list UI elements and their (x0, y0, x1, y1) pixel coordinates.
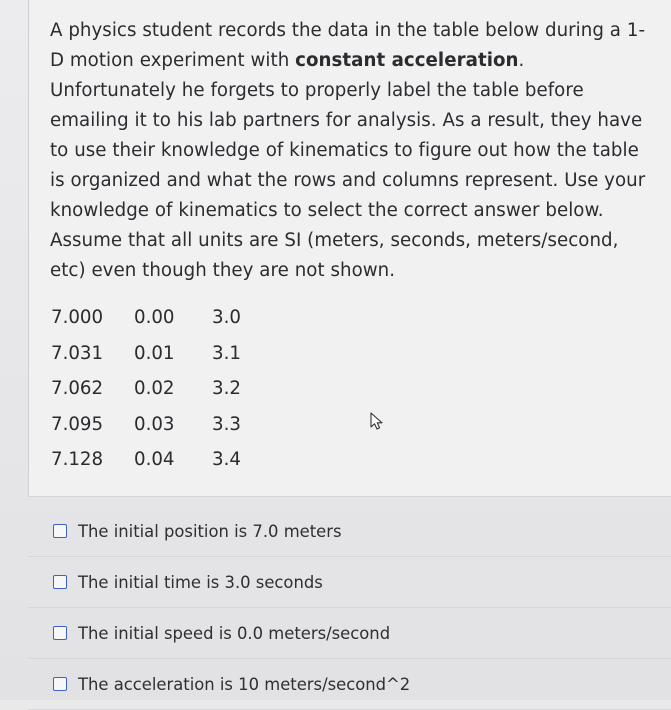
checkbox-icon[interactable] (53, 524, 67, 538)
table-cell: 7.128 (51, 449, 104, 471)
table-row (51, 407, 272, 443)
table-cell: 0.02 (134, 378, 175, 400)
answer-option[interactable] (28, 557, 671, 608)
table-cell: 7.031 (51, 342, 104, 364)
checkbox-icon[interactable] (53, 575, 67, 589)
table-cell: 3.0 (212, 307, 241, 329)
mouse-pointer-icon (368, 411, 388, 431)
table-row (51, 442, 272, 478)
table-cell: 0.00 (134, 307, 175, 329)
answer-option-label: The initial position is 7.0 meters (78, 521, 342, 541)
checkbox-icon[interactable] (53, 626, 67, 640)
answer-option[interactable] (28, 608, 671, 659)
table-cell: 3.4 (212, 449, 241, 471)
question-text (50, 16, 646, 286)
answer-option[interactable] (28, 506, 671, 557)
table-cell: 7.000 (51, 307, 104, 329)
question-text-tail: . Unfortunately he forgets to properly label the table before emailing it to his lab partners for analysis. As a result, they have to use their knowledge of kinematics to figure out how the table is organized and what the rows and columns represent. Use your knowledge of kinematics to select the correct answer below. Assume that all units are SI (meters, seconds, meters/second, etc) even though they are not shown. (50, 50, 646, 281)
table-cell: 3.2 (212, 378, 241, 400)
answer-options (28, 506, 671, 710)
answer-option-label: The initial time is 3.0 seconds (78, 572, 323, 592)
answer-option-label: The initial speed is 0.0 meters/second (78, 623, 391, 643)
question-text-lead: A physics student records the data in the table below during a 1-D motion experiment with (50, 20, 646, 71)
question-text-bold: constant acceleration (295, 50, 519, 71)
table-cell: 3.1 (212, 342, 241, 364)
table-row (51, 336, 272, 372)
table-cell: 3.3 (212, 413, 241, 435)
table-cell: 0.03 (134, 413, 175, 435)
answer-option-label: The acceleration is 10 meters/second^2 (78, 674, 411, 694)
table-row (51, 300, 272, 336)
checkbox-icon[interactable] (53, 677, 67, 691)
answer-option[interactable] (28, 659, 671, 710)
table-cell: 0.01 (134, 342, 175, 364)
table-cell: 7.095 (51, 413, 104, 435)
data-table (51, 300, 272, 478)
table-row (51, 371, 272, 407)
table-cell: 0.04 (134, 449, 175, 471)
table-cell: 7.062 (51, 378, 104, 400)
